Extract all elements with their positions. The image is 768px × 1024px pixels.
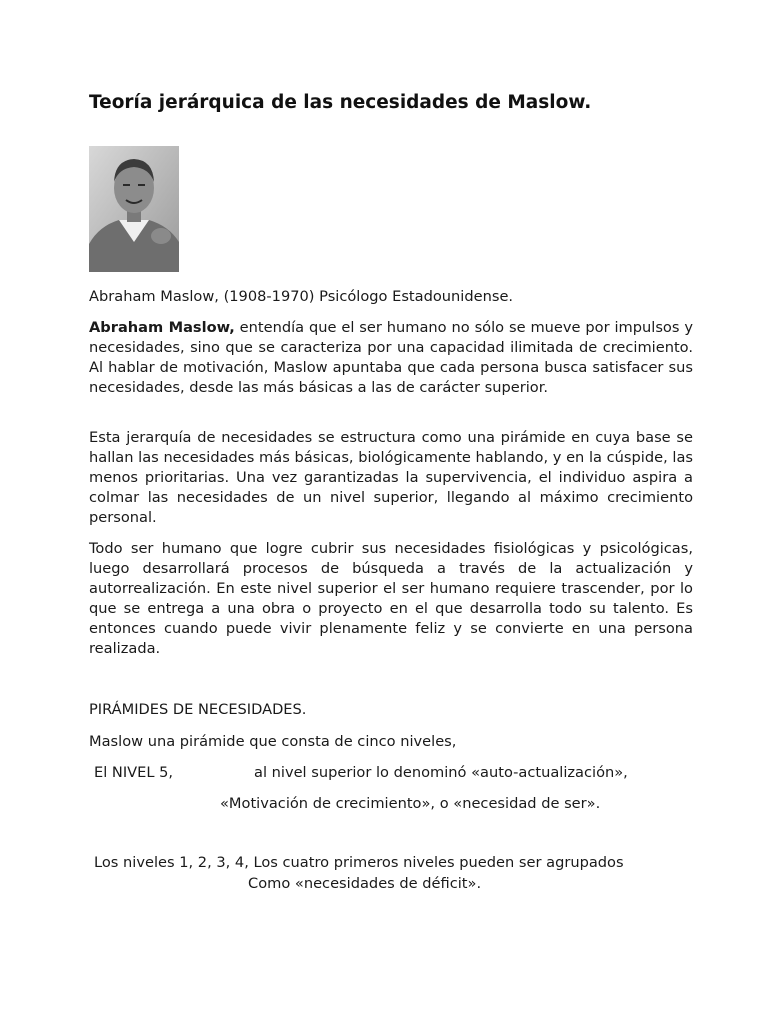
nivel-5-text: al nivel superior lo denominó «auto-actualización»,	[254, 764, 628, 781]
paragraph-1	[89, 318, 693, 398]
photo-caption: Abraham Maslow, (1908-1970) Psicólogo Estadounidense.	[89, 288, 514, 305]
page-title: Teoría jerárquica de las necesidades de Maslow.	[89, 92, 592, 113]
paragraph-1-bold-name: Abraham Maslow,	[89, 319, 235, 336]
maslow-levels-line: Maslow una pirámide que consta de cinco niveles,	[89, 733, 457, 750]
motivacion-line: «Motivación de crecimiento», o «necesidad de ser».	[220, 795, 601, 812]
paragraph-2: Esta jerarquía de necesidades se estructura como una pirámide en cuya base se hallan las necesidades más básicas, biológicamente hablando, y en la cúspide, las menos prioritarias. Una vez garantizadas la supervivencia, el individuo aspira a colmar las necesidades de un nivel superior, llegando al máximo crecimiento personal.	[89, 429, 693, 526]
nivel-5-label: El NIVEL 5,	[94, 764, 174, 781]
portrait-photo	[89, 146, 179, 272]
section-heading: PIRÁMIDES DE NECESIDADES.	[89, 701, 307, 718]
paragraph-1-text: entendía que el ser humano no sólo se mueve por impulsos y necesidades, sino que se caracteriza por una capacidad ilimitada de crecimiento. Al hablar de motivación, Maslow apuntaba que cada persona busca satisfacer sus necesidades, desde las más básicas a las de carácter superior.	[89, 319, 693, 396]
portrait-of-abraham-maslow-icon	[89, 146, 179, 272]
niveles-1-4-line: Los niveles 1, 2, 3, 4, Los cuatro primeros niveles pueden ser agrupados	[94, 854, 624, 871]
paragraph-3: Todo ser humano que logre cubrir sus necesidades fisiológicas y psicológicas, luego desarrollará procesos de búsqueda a través de la actualización y autorrealización. En este nivel superior el ser humano requiere trascender, por lo que se entrega a una obra o proyecto en el que desarrolla todo su talento. Es entonces cuando puede vivir plenamente feliz y se convierte en una persona realizada.	[89, 540, 693, 657]
necesidades-deficit-line: Como «necesidades de déficit».	[248, 875, 482, 892]
